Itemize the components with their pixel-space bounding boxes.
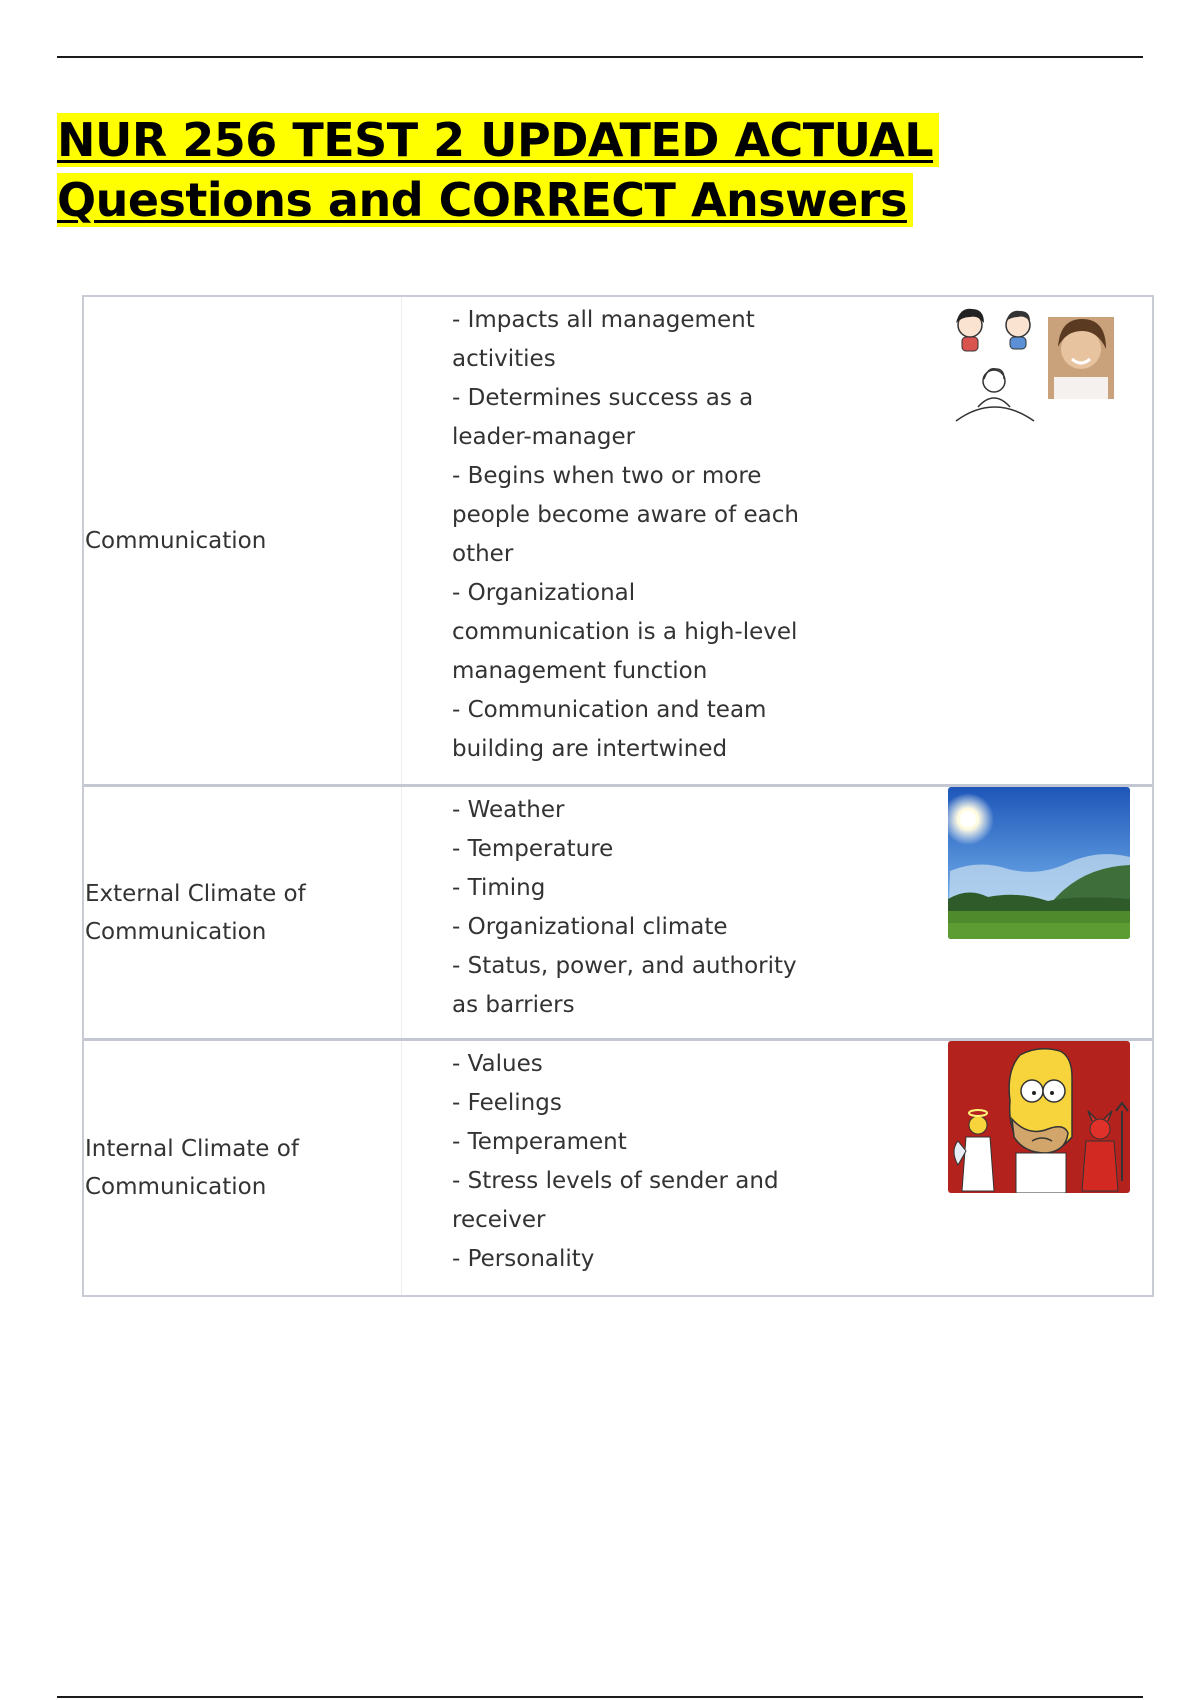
definition-item: - Organizational communication is a high-level management function [452, 580, 798, 684]
document-title: NUR 256 TEST 2 UPDATED ACTUAL Questions and CORRECT Answers [57, 110, 1157, 230]
table-row [84, 787, 1152, 1041]
term-label: Internal Climate of Communication [85, 1136, 299, 1200]
term-cell [84, 297, 402, 784]
definition-item: - Stress levels of sender and receiver [452, 1168, 779, 1233]
definition-item: - Feelings [452, 1090, 562, 1116]
definition-list [452, 1045, 812, 1279]
definition-list [452, 301, 812, 769]
term-label: Communication [85, 527, 267, 554]
definition-item: - Begins when two or more people become aware of each other [452, 463, 799, 567]
sunny-landscape-icon [948, 787, 1130, 939]
definition-item: - Temperament [452, 1129, 627, 1155]
definition-item: - Personality [452, 1246, 595, 1272]
flashcard-table [82, 295, 1154, 1297]
cartoon-angel-devil-icon [948, 1041, 1130, 1193]
definition-list [452, 791, 812, 1025]
definition-item: - Status, power, and authority as barriers [452, 953, 797, 1018]
term-cell [84, 1041, 402, 1295]
definition-item: - Timing [452, 875, 546, 901]
definition-item: - Organizational climate [452, 914, 728, 940]
term-cell [84, 787, 402, 1038]
definition-item: - Impacts all management activities [452, 307, 755, 372]
term-label: External Climate of Communication [85, 880, 306, 945]
cartoon-people-talking-icon [948, 297, 1130, 449]
definition-item: - Values [452, 1051, 543, 1077]
definition-item: - Temperature [452, 836, 614, 862]
definition-item: - Determines success as a leader-manager [452, 385, 754, 450]
definition-item: - Weather [452, 797, 565, 823]
definition-item: - Communication and team building are intertwined [452, 697, 767, 762]
footer-rule [57, 1696, 1143, 1698]
table-row [84, 297, 1152, 787]
table-row [84, 1041, 1152, 1295]
header-rule [57, 56, 1143, 58]
